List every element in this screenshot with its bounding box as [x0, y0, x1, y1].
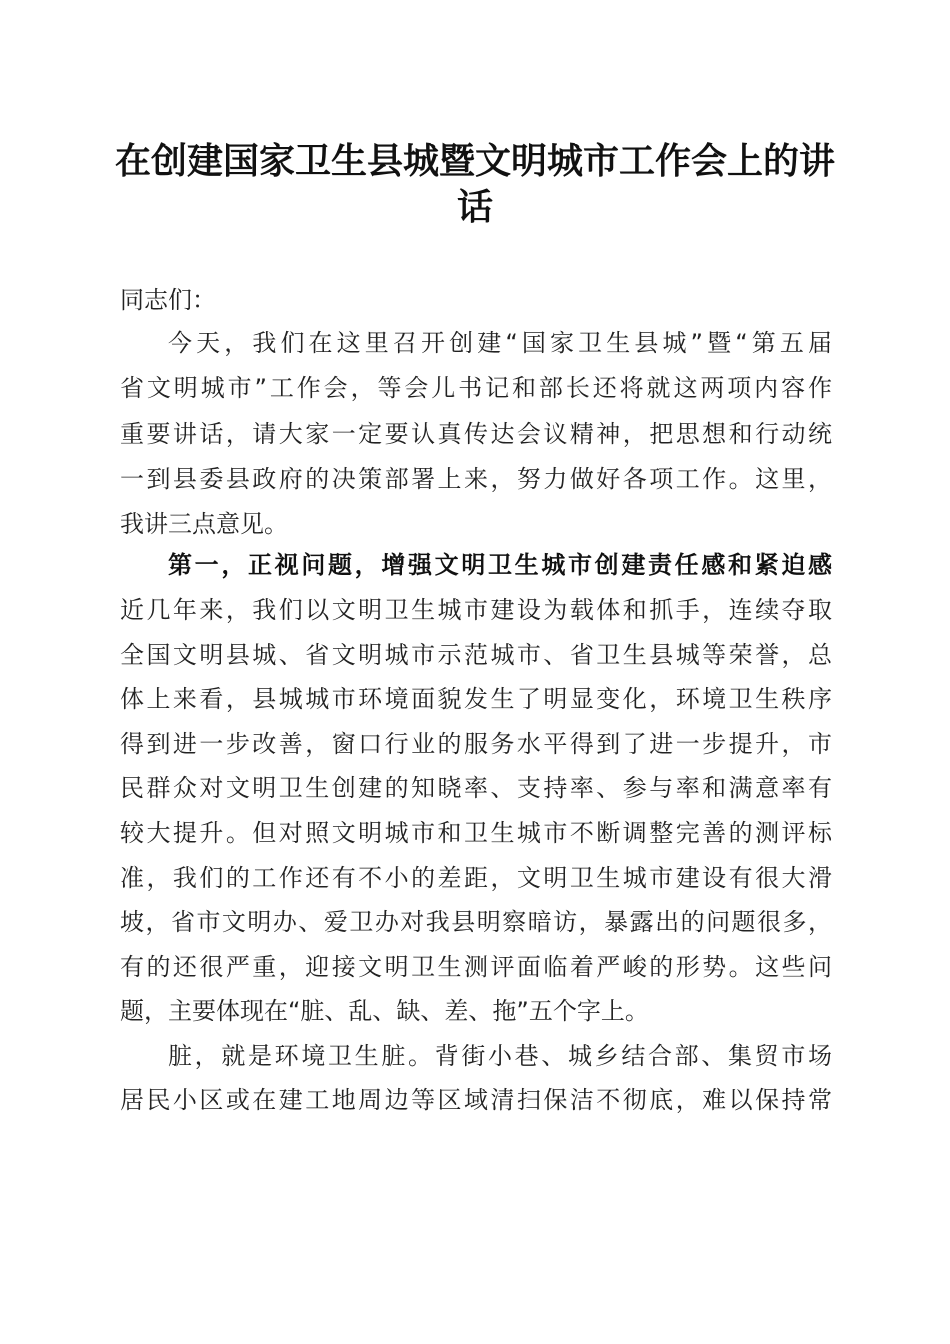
salutation: 同志们：: [120, 286, 216, 314]
section-heading: 第一，正视问题，增强文明卫生城市创建责任感和紧迫感: [168, 551, 832, 579]
paragraph-line: 较大提升。但对照文明城市和卫生城市不断调整完善的测评标: [120, 819, 832, 847]
paragraph-line: 坡，省市文明办、爱卫办对我县明察暗访，暴露出的问题很多，: [120, 908, 832, 936]
paragraph-line: 脏，就是环境卫生脏。背街小巷、城乡结合部、集贸市场: [168, 1042, 832, 1070]
paragraph-line: 民群众对文明卫生创建的知晓率、支持率、参与率和满意率有: [120, 774, 832, 802]
paragraph-line: 省文明城市”工作会，等会儿书记和部长还将就这两项内容作: [120, 374, 832, 402]
paragraph-line: 近几年来，我们以文明卫生城市建设为载体和抓手，连续夺取: [120, 596, 832, 624]
paragraph-line: 今天，我们在这里召开创建“国家卫生县城”暨“第五届: [168, 329, 832, 357]
paragraph-line: 居民小区或在建工地周边等区域清扫保洁不彻底，难以保持常: [120, 1086, 832, 1114]
document-title-line-2: 话: [456, 186, 493, 228]
paragraph-line: 一到县委县政府的决策部署上来，努力做好各项工作。这里，: [120, 465, 832, 493]
document-title-line-1: 在创建国家卫生县城暨文明城市工作会上的讲: [114, 140, 835, 182]
paragraph-line: 全国文明县城、省文明城市示范城市、省卫生县城等荣誉，总: [120, 641, 832, 669]
paragraph-line: 题，主要体现在“脏、乱、缺、差、拖”五个字上。: [120, 997, 649, 1025]
paragraph-line: 重要讲话，请大家一定要认真传达会议精神，把思想和行动统: [120, 420, 832, 448]
paragraph-line: 体上来看，县城城市环境面貌发生了明显变化，环境卫生秩序: [120, 685, 832, 713]
paragraph-line: 得到进一步改善，窗口行业的服务水平得到了进一步提升，市: [120, 730, 832, 758]
paragraph-line: 我讲三点意见。: [120, 510, 288, 538]
paragraph-line: 有的还很严重，迎接文明卫生测评面临着严峻的形势。这些问: [120, 953, 832, 981]
paragraph-line: 准，我们的工作还有不小的差距，文明卫生城市建设有很大滑: [120, 864, 832, 892]
